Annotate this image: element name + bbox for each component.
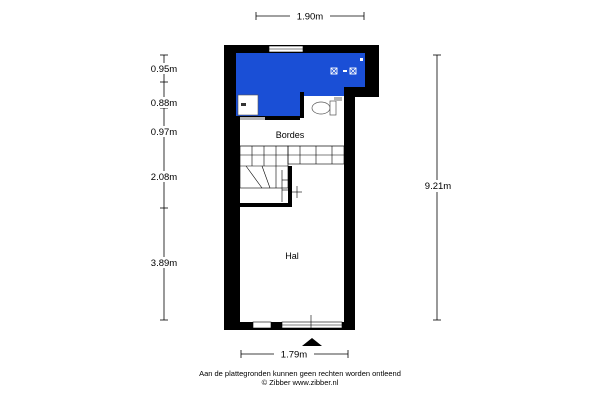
segment-label-4: 2.08m [150, 172, 178, 183]
footer-copyright: © Zibber www.zibber.nl [261, 378, 339, 387]
segment-label-3: 0.97m [150, 127, 178, 138]
segment-label-5: 3.89m [150, 258, 178, 269]
dimension-total-height-label: 9.21m [424, 181, 452, 192]
dimension-top-label: 1.90m [296, 11, 324, 23]
dimension-bottom [241, 348, 348, 361]
dimension-segments [144, 55, 184, 320]
entrance-arrow-icon [302, 338, 322, 346]
segment-label-1: 0.95m [150, 64, 178, 75]
top-window [269, 46, 303, 52]
dimension-bottom-label: 1.79m [280, 349, 308, 361]
room-label-hall: Hal [285, 251, 299, 261]
footer-disclaimer: Aan de plattegronden kunnen geen rechten worden ontleend [199, 369, 401, 378]
room-label-landing: Bordes [275, 130, 305, 140]
walls [224, 45, 379, 330]
segment-label-2: 0.88m [150, 98, 178, 109]
dimension-total-height [418, 55, 458, 320]
dimension-top [256, 10, 364, 23]
